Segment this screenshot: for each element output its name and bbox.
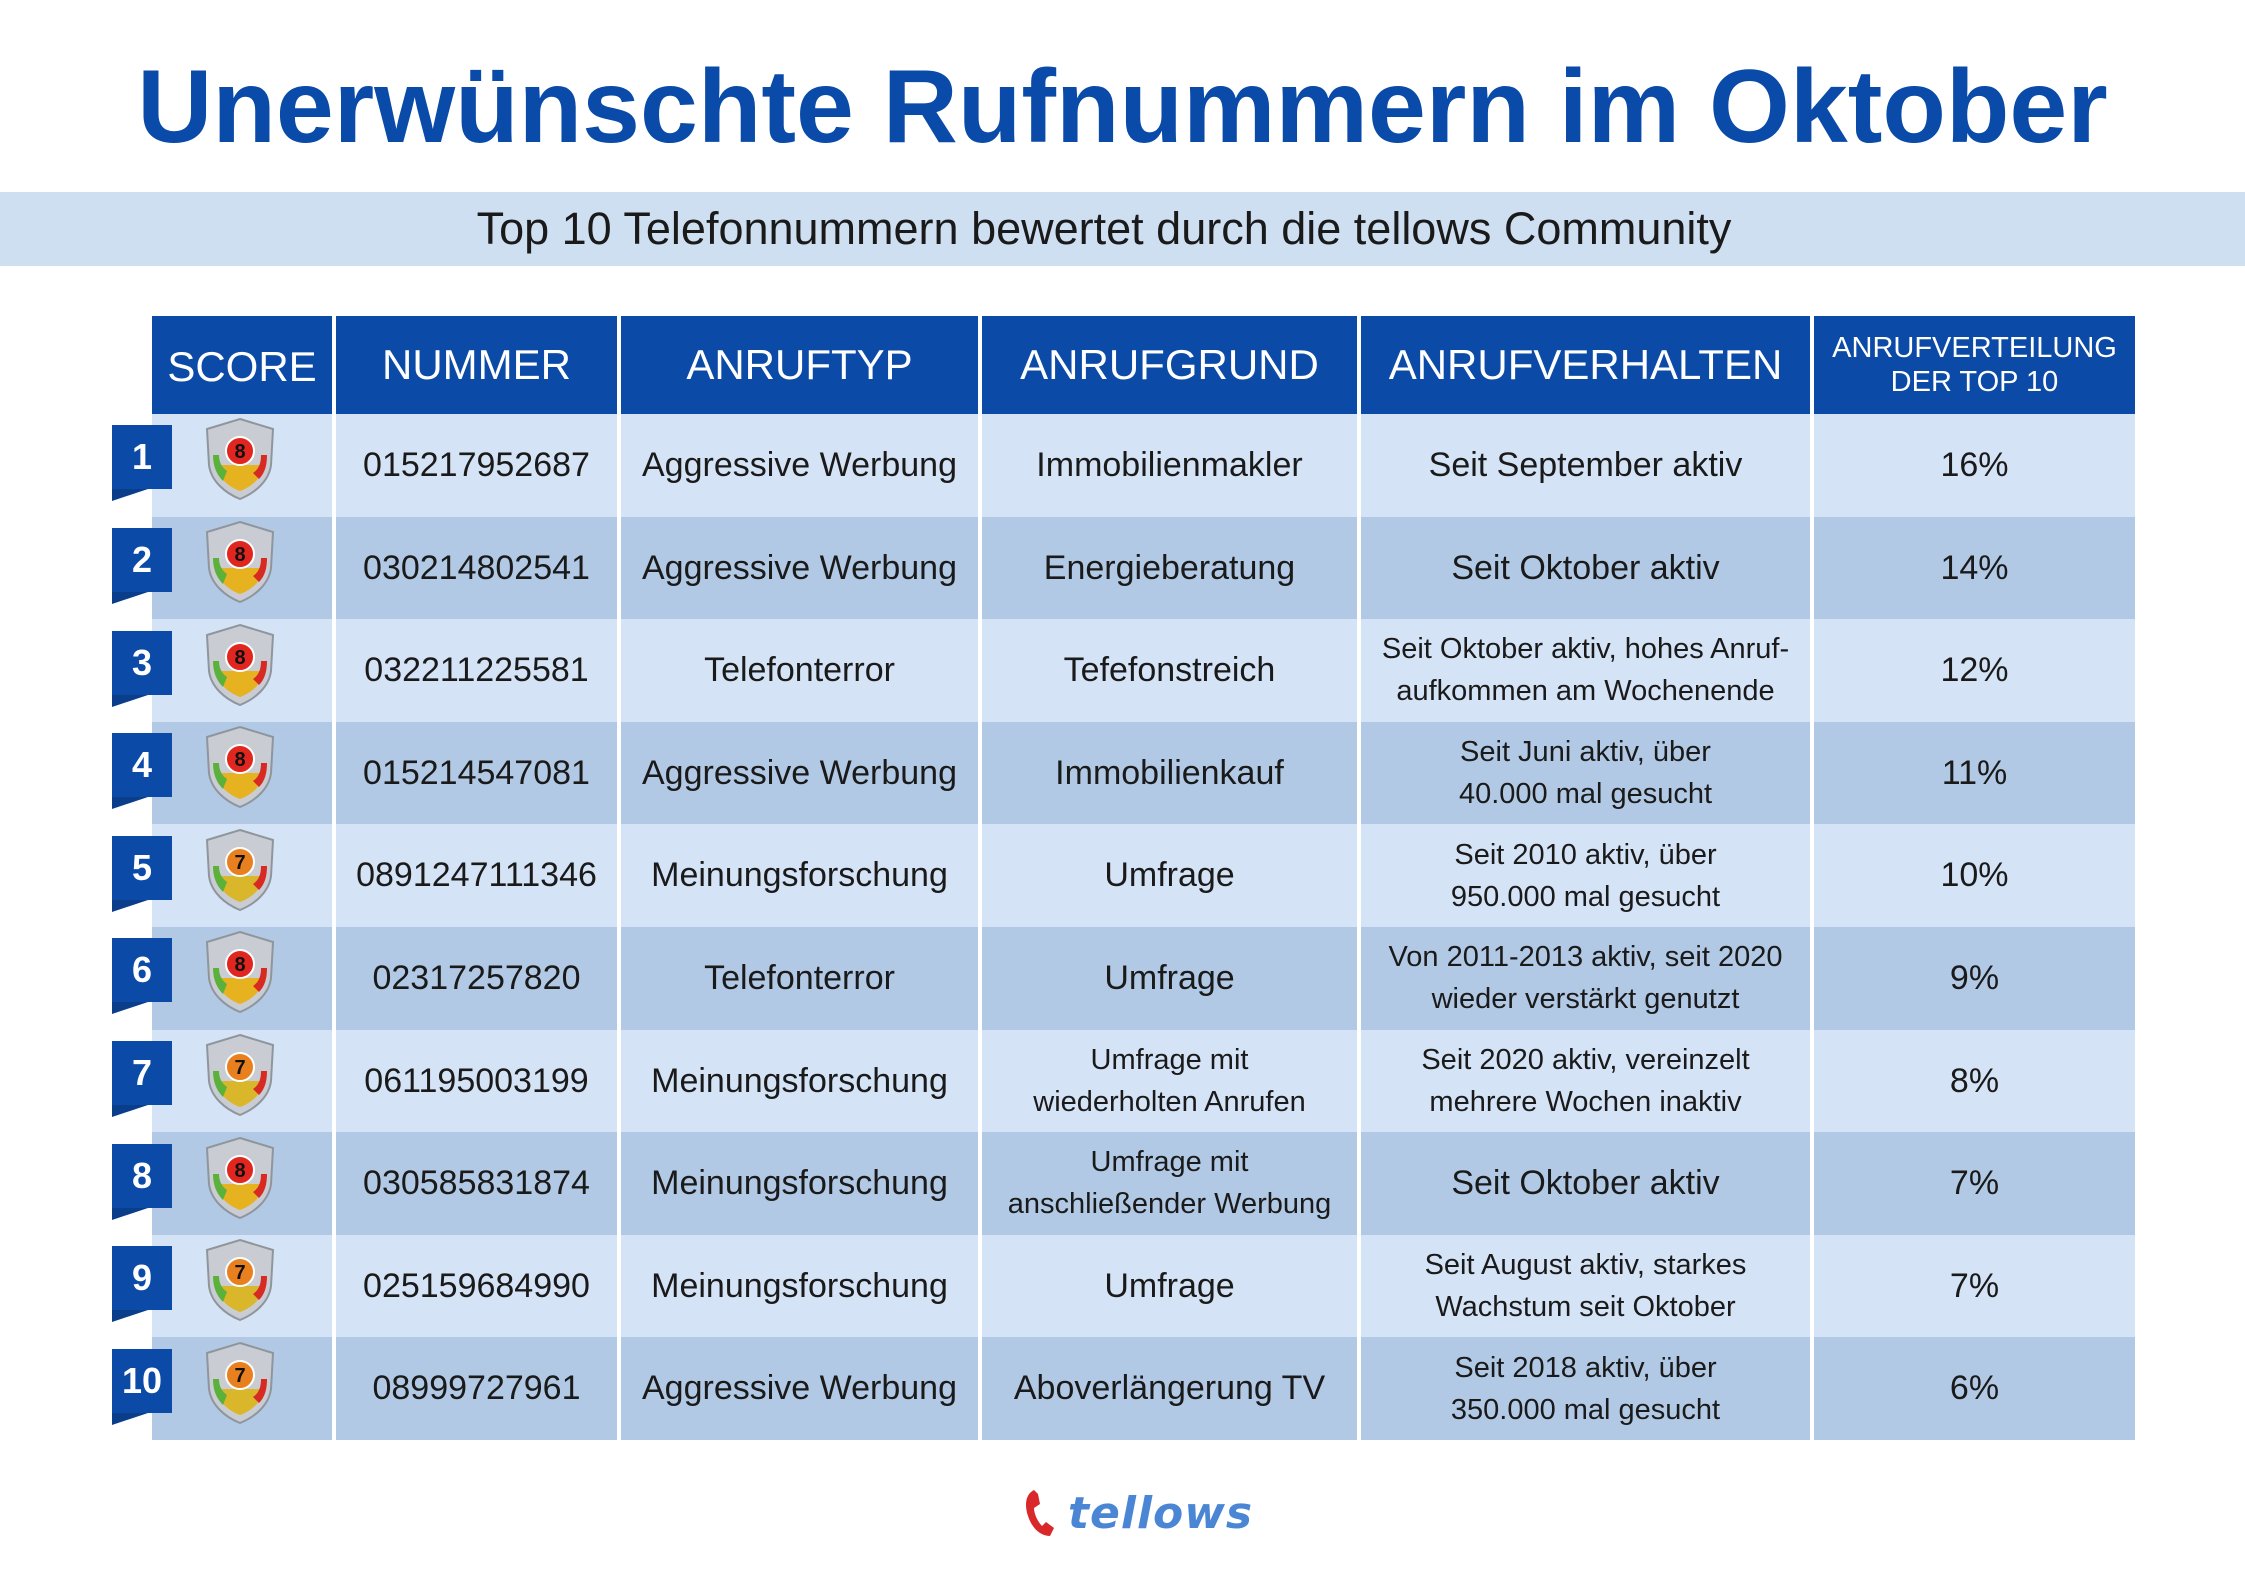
call-type-cell: Aggressive Werbung [642, 548, 957, 587]
table-row [152, 927, 2135, 1030]
rank-badge: 1 [112, 425, 172, 489]
call-behavior-cell-line2: wieder verstärkt genutzt [1431, 983, 1740, 1016]
phone-handset-icon [1020, 1486, 1062, 1540]
table-row [152, 722, 2135, 825]
call-behavior-cell [1361, 619, 1810, 722]
number-cell: 025159684990 [363, 1266, 590, 1305]
call-behavior-cell-line2: Wachstum seit Oktober [1435, 1291, 1736, 1324]
rank-badge: 5 [112, 836, 172, 900]
table-row [152, 1235, 2135, 1338]
ranking-table [152, 316, 2135, 1440]
call-type-cell: Aggressive Werbung [642, 446, 957, 485]
share-cell: 14% [1940, 548, 2009, 587]
call-reason-cell-line2: wiederholten Anrufen [1033, 1085, 1306, 1118]
score-value: 7 [234, 1262, 246, 1285]
call-behavior-cell: Seit Oktober aktiv [1451, 548, 1720, 587]
score-value: 8 [234, 441, 246, 464]
share-cell: 7% [1949, 1164, 2000, 1203]
call-reason-cell: Immobilienkauf [1055, 753, 1284, 792]
number-cell: 030585831874 [363, 1164, 590, 1203]
rank-badge: 3 [112, 631, 172, 695]
call-behavior-cell-line2: 950.000 mal gesucht [1450, 880, 1721, 913]
tellows-score-shield-icon [201, 826, 279, 912]
call-behavior-cell-line1: Seit August aktiv, starkes [1424, 1249, 1747, 1282]
column-divider [1357, 316, 1361, 1440]
number-cell: 02317257820 [372, 959, 581, 998]
call-behavior-cell-line1: Seit 2018 aktiv, über [1454, 1351, 1717, 1384]
number-cell: 08999727961 [372, 1369, 581, 1408]
score-value: 7 [234, 1056, 246, 1079]
rank-badge: 7 [112, 1041, 172, 1105]
rank-badge: 8 [112, 1144, 172, 1208]
header-verteilung-line1: ANRUFVERTEILUNG [1832, 332, 2117, 364]
call-reason-cell: Tefefonstreich [1063, 651, 1276, 690]
call-reason-cell: Immobilienmakler [1036, 446, 1303, 485]
call-reason-cell [982, 1132, 1357, 1235]
call-behavior-cell-line2: aufkommen am Wochenende [1396, 675, 1775, 708]
header-anrufverhalten-label: ANRUFVERHALTEN [1388, 340, 1783, 388]
share-cell: 9% [1949, 959, 2000, 998]
rank-badge: 2 [112, 528, 172, 592]
call-behavior-cell-line2: 40.000 mal gesucht [1458, 778, 1713, 811]
rank-badge: 4 [112, 733, 172, 797]
header-verteilung-line2: DER TOP 10 [1890, 366, 2059, 398]
call-reason-cell: Aboverlängerung TV [1013, 1369, 1326, 1408]
score-value: 8 [234, 1159, 246, 1182]
call-type-cell: Meinungsforschung [651, 1164, 948, 1203]
header-anrufverteilung [1814, 316, 2135, 414]
tellows-score-shield-icon [201, 723, 279, 809]
call-behavior-cell-line1: Seit Oktober aktiv, hohes Anruf- [1381, 633, 1790, 666]
score-value: 7 [234, 851, 246, 874]
call-reason-cell: Energieberatung [1043, 548, 1296, 587]
call-type-cell: Aggressive Werbung [642, 753, 957, 792]
call-type-cell: Meinungsforschung [651, 1266, 948, 1305]
tellows-score-shield-icon [201, 1339, 279, 1425]
rank-badge: 10 [112, 1349, 172, 1413]
call-reason-cell-line2: anschließender Werbung [1007, 1188, 1332, 1221]
call-behavior-cell-line1: Seit 2020 aktiv, vereinzelt [1421, 1043, 1750, 1076]
header-anrufverhalten [1361, 316, 1810, 414]
number-cell: 030214802541 [363, 548, 590, 587]
call-behavior-cell [1361, 824, 1810, 927]
call-behavior-cell-line1: Seit Juni aktiv, über [1460, 736, 1711, 769]
call-reason-cell: Umfrage [1104, 1266, 1235, 1305]
logo-text: tellows [1068, 1487, 1254, 1539]
score-value: 8 [234, 749, 246, 772]
number-cell: 015217952687 [363, 446, 590, 485]
call-type-cell: Telefonterror [704, 959, 895, 998]
column-divider [617, 316, 621, 1440]
call-behavior-cell-line1: Seit 2010 aktiv, über [1454, 838, 1717, 871]
header-anrufgrund [982, 316, 1357, 414]
call-behavior-cell [1361, 1235, 1810, 1338]
share-cell: 10% [1940, 856, 2009, 895]
table-row [152, 517, 2135, 620]
call-behavior-cell-line2: 350.000 mal gesucht [1450, 1393, 1721, 1426]
call-behavior-cell: Seit Oktober aktiv [1451, 1164, 1720, 1203]
number-cell: 015214547081 [363, 753, 590, 792]
header-score [152, 316, 332, 414]
table-row [152, 824, 2135, 927]
header-nummer-label: NUMMER [382, 340, 571, 388]
score-value: 8 [234, 954, 246, 977]
call-behavior-cell-line2: mehrere Wochen inaktiv [1429, 1085, 1742, 1118]
table-row [152, 1030, 2135, 1133]
table-row [152, 1132, 2135, 1235]
share-cell: 7% [1949, 1266, 2000, 1305]
page-title: Unerwünschte Rufnummern im Oktober [137, 49, 2108, 165]
header-anruftyp-label: ANRUFTYP [686, 340, 913, 388]
tellows-score-shield-icon [201, 621, 279, 707]
share-cell: 16% [1940, 446, 2009, 485]
share-cell: 6% [1949, 1369, 2000, 1408]
share-cell: 8% [1949, 1061, 2000, 1100]
column-divider [1810, 316, 1814, 1440]
call-behavior-cell [1361, 1030, 1810, 1133]
tellows-score-shield-icon [201, 1134, 279, 1220]
rank-badge: 6 [112, 938, 172, 1002]
call-type-cell: Meinungsforschung [651, 1061, 948, 1100]
call-reason-cell [982, 1030, 1357, 1133]
call-behavior-cell-line1: Von 2011-2013 aktiv, seit 2020 [1388, 941, 1783, 974]
call-reason-cell-line1: Umfrage mit [1090, 1043, 1249, 1076]
header-anrufgrund-label: ANRUFGRUND [1020, 340, 1319, 388]
call-behavior-cell [1361, 722, 1810, 825]
call-behavior-cell: Seit September aktiv [1428, 446, 1743, 485]
tellows-score-shield-icon [201, 1236, 279, 1322]
score-value: 8 [234, 543, 246, 566]
score-value: 7 [234, 1364, 246, 1387]
table-row [152, 1337, 2135, 1440]
call-reason-cell-line1: Umfrage mit [1090, 1146, 1249, 1179]
column-divider [332, 316, 336, 1440]
table-row [152, 414, 2135, 517]
call-reason-cell: Umfrage [1104, 959, 1235, 998]
call-type-cell: Aggressive Werbung [642, 1369, 957, 1408]
call-behavior-cell [1361, 927, 1810, 1030]
tellows-score-shield-icon [201, 928, 279, 1014]
call-behavior-cell [1361, 1337, 1810, 1440]
share-cell: 12% [1940, 651, 2009, 690]
tellows-score-shield-icon [201, 518, 279, 604]
number-cell: 0891247111346 [356, 856, 597, 895]
number-cell: 032211225581 [364, 651, 589, 690]
number-cell: 061195003199 [364, 1061, 589, 1100]
page-subtitle: Top 10 Telefonnummern bewertet durch die tellows Community [476, 203, 1732, 254]
header-anruftyp [621, 316, 978, 414]
tellows-score-shield-icon [201, 415, 279, 501]
header-score-label: SCORE [167, 342, 317, 390]
call-type-cell: Telefonterror [704, 651, 895, 690]
column-divider [978, 316, 982, 1440]
share-cell: 11% [1941, 753, 2008, 792]
tellows-score-shield-icon [201, 1031, 279, 1117]
call-type-cell: Meinungsforschung [651, 856, 948, 895]
tellows-logo [1020, 1484, 1260, 1542]
call-reason-cell: Umfrage [1104, 856, 1235, 895]
rank-badge: 9 [112, 1246, 172, 1310]
table-row [152, 619, 2135, 722]
header-nummer [336, 316, 617, 414]
score-value: 8 [234, 646, 246, 669]
